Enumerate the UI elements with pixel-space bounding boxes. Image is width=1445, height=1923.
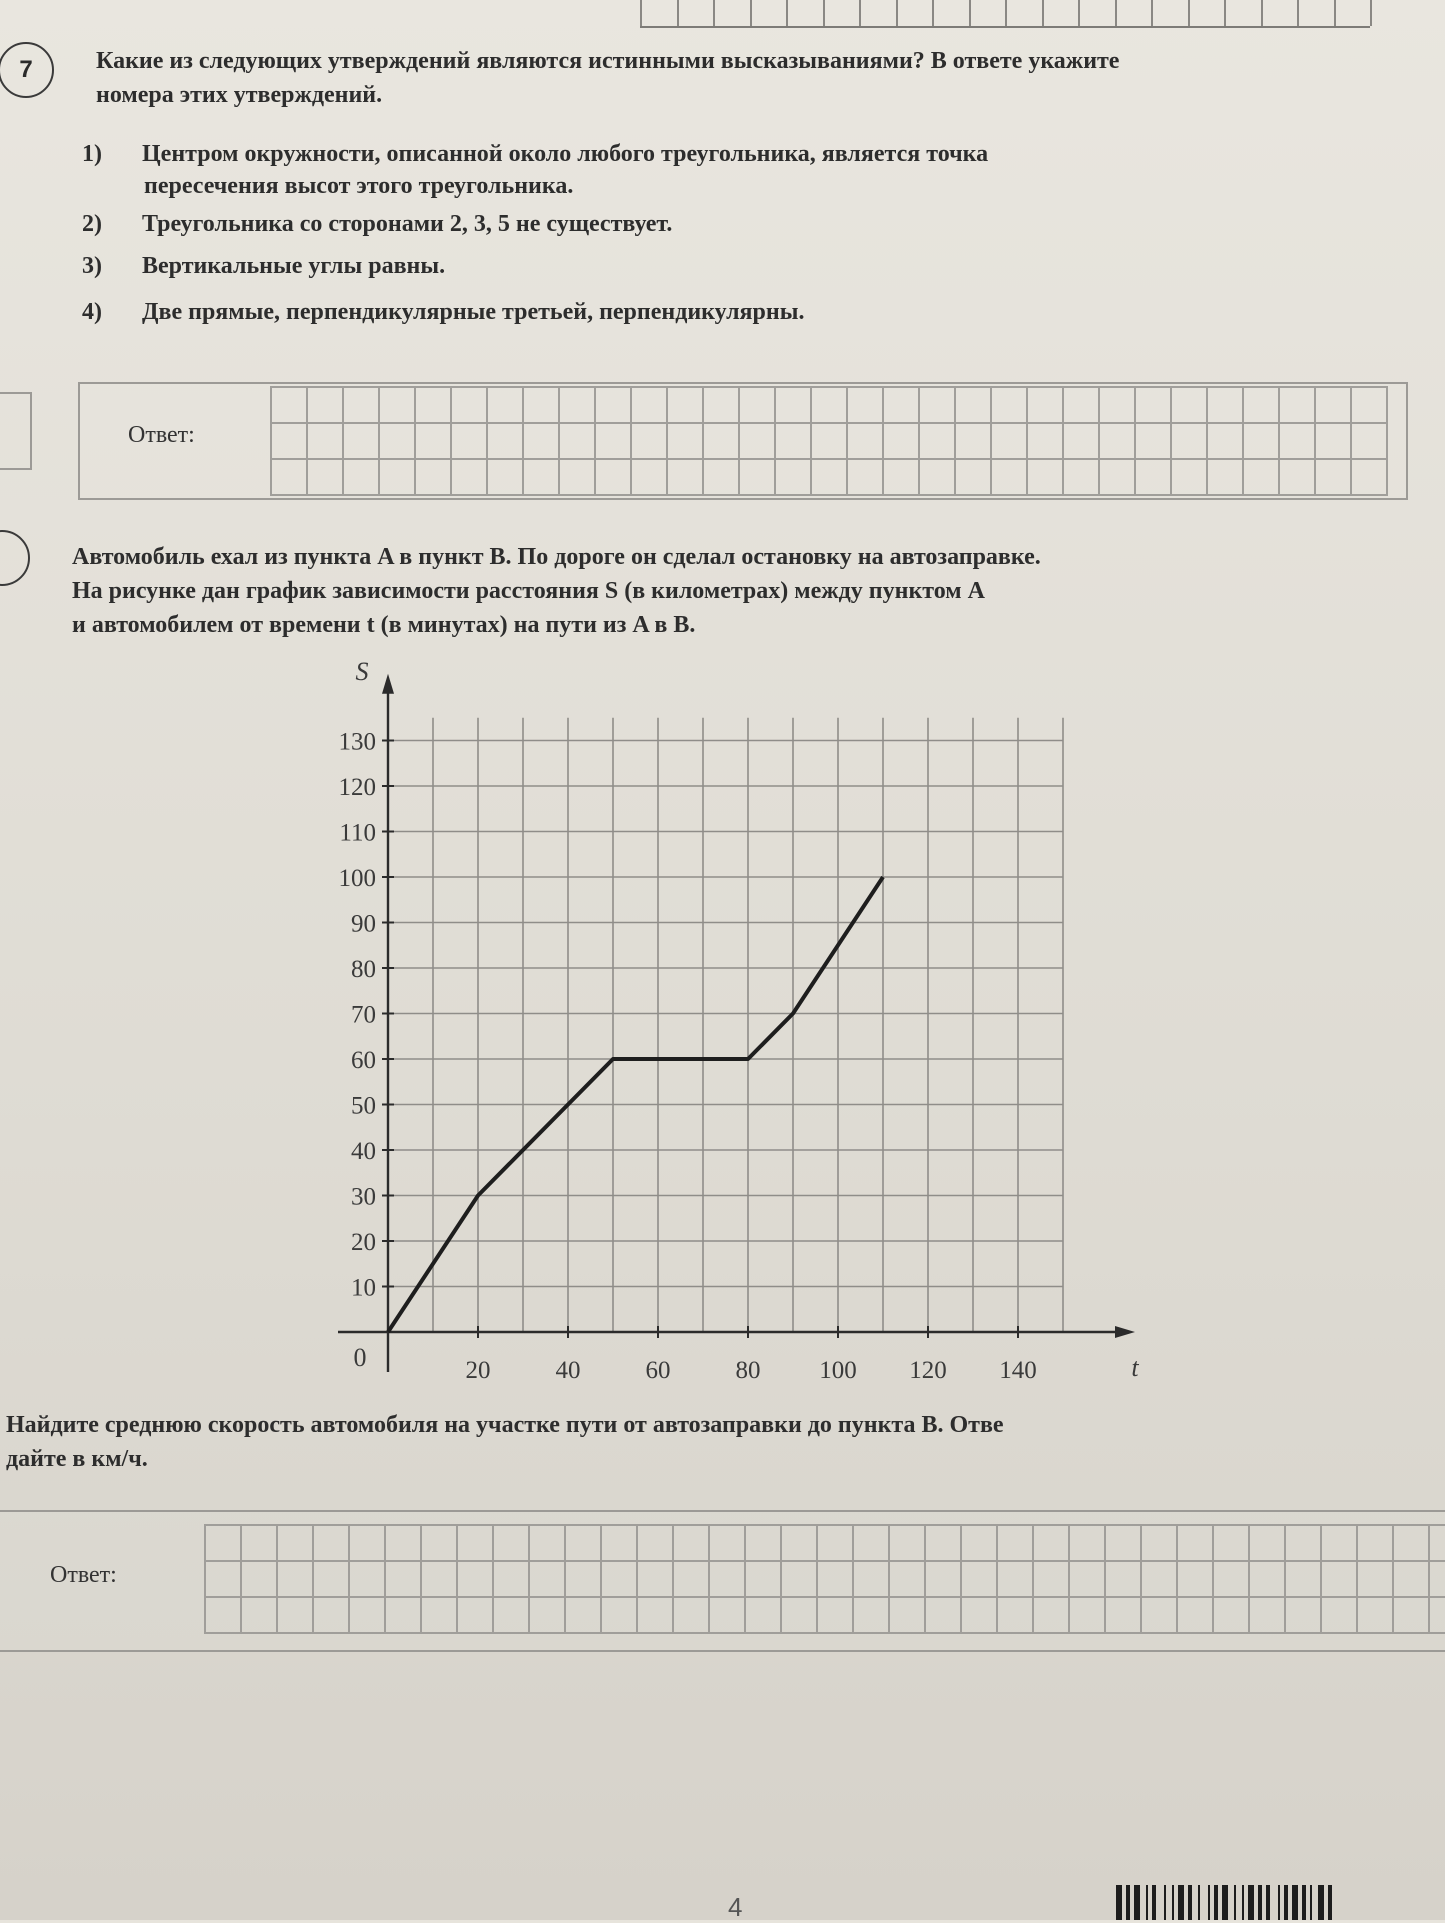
y-tick-label: 130 [338,728,376,756]
barcode-bar [1208,1885,1210,1920]
grid-line [1115,0,1117,26]
question-number-badge: 7 [0,42,54,98]
grid-line [750,0,752,26]
question7-prompt [96,44,1386,112]
question8-prompt-line3: и автомобилем от времени t (в минутах) на пути из A в B. [72,612,696,638]
grid-line [1334,0,1336,26]
grid-line [1188,0,1190,26]
statement-number: 2) [82,211,102,237]
y-tick-label: 20 [351,1229,376,1256]
y-tick-label: 40 [351,1138,376,1165]
statement-2 [82,208,672,240]
previous-answer-grid-edge [640,0,1370,28]
grid-line [823,0,825,26]
x-tick-label: 60 [645,1357,671,1384]
distance-time-chart [320,650,1140,1390]
barcode-bar [1222,1885,1228,1920]
y-tick-label: 70 [351,1001,376,1029]
x-axis-arrow [1115,1326,1135,1338]
grid-line [786,0,788,26]
answer-input-grid[interactable] [204,1524,1445,1634]
y-tick-label: 50 [351,1092,376,1120]
barcode-bar [1172,1885,1174,1920]
grid-line [859,0,861,26]
question7-prompt-line1: Какие из следующих утверждений являются истинными высказываниями? В ответе укажите [96,48,1120,74]
statement-number: 1) [82,141,102,167]
grid-line [969,0,971,26]
grid-line [713,0,715,26]
answer-label: Ответ: [50,1562,117,1588]
chart-svg [320,650,1140,1390]
barcode-bar [1292,1885,1298,1920]
question8-prompt-line2: На рисунке дан график зависимости расстояния S (в километрах) между пунктом A [72,578,985,604]
barcode-bar [1178,1885,1184,1920]
y-tick-label: 10 [351,1274,376,1302]
barcode-bar [1266,1885,1270,1920]
grid-line [1261,0,1263,26]
answer-box-q8 [0,1510,1445,1652]
y-tick-label: 30 [351,1183,376,1211]
question8-prompt [72,540,1412,642]
grid-line [1370,0,1372,26]
barcode-bar [1278,1885,1280,1920]
grid-line [677,0,679,26]
statement-text: Треугольника со сторонами 2, 3, 5 не существует. [142,211,673,237]
statement-text-continued: пересечения высот этого треугольника. [144,173,574,199]
x-tick-label: 20 [465,1357,491,1384]
barcode-bar [1116,1885,1122,1920]
grid-line [1005,0,1007,26]
y-tick-label: 80 [351,956,376,983]
grid-line [932,0,934,26]
grid-line [896,0,898,26]
margin-score-box [0,392,32,470]
barcode-bar [1214,1885,1218,1920]
question8-task-line1: Найдите среднюю скорость автомобиля на участке пути от автозаправки до пункта B. Отве [6,1412,1004,1438]
barcode-bar [1234,1885,1236,1920]
question8-task [6,1408,1445,1476]
x-tick-label: 80 [735,1357,761,1384]
statement-text: Вертикальные углы равны. [142,253,446,279]
statement-number: 3) [82,253,102,279]
y-tick-label: 120 [338,774,376,801]
y-tick-label: 110 [339,819,376,847]
question8-task-line2: дайте в км/ч. [6,1446,148,1472]
barcode [1112,1885,1445,1920]
x-tick-label: 100 [819,1357,857,1384]
grid-line [1297,0,1299,26]
barcode-bar [1242,1885,1244,1920]
statement-number: 4) [82,299,102,325]
statement-4 [82,296,804,328]
question7-prompt-line2: номера этих утверждений. [96,82,383,108]
barcode-bar [1328,1885,1332,1920]
question8-prompt-line1: Автомобиль ехал из пункта A в пункт B. По дороге он сделал остановку на автозаправке. [72,544,1041,570]
y-tick-label: 60 [351,1047,376,1074]
barcode-bar [1126,1885,1130,1920]
barcode-bar [1258,1885,1262,1920]
grid-line [1224,0,1226,26]
y-axis-label: S [355,656,369,686]
statement-text: Две прямые, перпендикулярные третьей, перпендикулярны. [142,299,805,325]
barcode-bar [1188,1885,1192,1920]
barcode-bar [1134,1885,1140,1920]
x-tick-label: 120 [909,1357,947,1384]
barcode-bar [1198,1885,1200,1920]
y-axis-arrow [382,674,394,694]
barcode-bar [1164,1885,1166,1920]
grid-line [1042,0,1044,26]
barcode-bar [1302,1885,1306,1920]
question-number-badge [0,530,30,586]
barcode-bar [1310,1885,1312,1920]
statement-text: Центром окружности, описанной около любого треугольника, является точка [142,141,989,167]
statement-1 [82,138,1402,202]
y-tick-label: 100 [338,865,376,892]
barcode-bar [1318,1885,1324,1920]
answer-input-grid[interactable] [270,386,1388,496]
x-tick-label: 140 [999,1357,1037,1384]
grid-line [1151,0,1153,26]
grid-line [640,0,642,26]
grid-line [1078,0,1080,26]
x-axis-label: t [1131,1353,1139,1382]
page-number: 4 [728,1892,743,1922]
barcode-bar [1284,1885,1288,1920]
y-tick-label: 90 [351,910,376,938]
answer-box-q7 [78,382,1408,500]
statement-3 [82,250,445,282]
x-tick-label: 40 [555,1357,581,1384]
origin-label: 0 [353,1343,367,1372]
barcode-bar [1152,1885,1156,1920]
barcode-bar [1146,1885,1148,1920]
answer-label: Ответ: [128,422,195,448]
barcode-bar [1248,1885,1254,1920]
